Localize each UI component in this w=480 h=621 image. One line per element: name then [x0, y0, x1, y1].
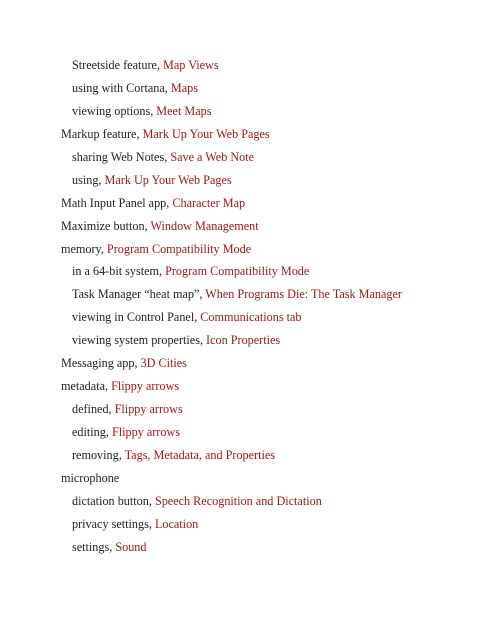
index-term: using with Cortana,	[72, 80, 171, 95]
index-page-link[interactable]: Mark Up Your Web Pages	[104, 172, 232, 187]
index-subentry	[0, 444, 480, 467]
index-entry	[0, 192, 480, 215]
index-page-link[interactable]: 3D Cities	[140, 356, 187, 371]
index-term: Messaging app,	[61, 356, 141, 371]
index-term: Math Input Panel app,	[61, 195, 173, 210]
index-term: viewing options,	[72, 103, 157, 118]
index-term: viewing in Control Panel,	[72, 310, 201, 325]
index-subentry	[0, 536, 480, 559]
index-term: viewing system properties,	[72, 333, 207, 348]
index-page-link[interactable]: Program Compatibility Mode	[165, 264, 310, 279]
index-term: in a 64-bit system,	[72, 264, 166, 279]
index-entry	[0, 467, 480, 490]
index-page-link[interactable]: Icon Properties	[206, 333, 281, 348]
index-subentry	[0, 100, 480, 123]
index-entry	[0, 215, 480, 238]
index-term: Task Manager “heat map”,	[72, 287, 206, 302]
index-subentry	[0, 306, 480, 329]
index-page-link[interactable]: When Programs Die: The Task Manager	[205, 287, 402, 302]
index-term: microphone	[61, 470, 120, 485]
index-page-link[interactable]: Window Management	[150, 218, 259, 233]
index-page-link[interactable]: Flippy arrows	[111, 379, 180, 394]
index-page-link[interactable]: Map Views	[163, 58, 219, 72]
index-subentry	[0, 54, 480, 77]
index-term: memory,	[61, 241, 107, 256]
index-subentry	[0, 260, 480, 283]
index-page-link[interactable]: Maps	[170, 80, 198, 95]
index-term: Markup feature,	[61, 126, 143, 141]
index-subentry	[0, 169, 480, 192]
index-subentry	[0, 329, 480, 352]
index-page-link[interactable]: Communications tab	[200, 310, 302, 325]
index-term: Maximize button,	[61, 218, 151, 233]
index-term: settings,	[72, 539, 116, 554]
index-page-link[interactable]: Sound	[115, 539, 147, 554]
index-subentry	[0, 146, 480, 169]
index-subentry	[0, 398, 480, 421]
index-page-link[interactable]: Character Map	[172, 195, 246, 210]
index-term: Streetside feature,	[72, 58, 164, 72]
index-entry	[0, 123, 480, 146]
index-term: removing,	[72, 447, 125, 462]
index-subentry	[0, 490, 480, 513]
index-subentry	[0, 283, 480, 306]
index-term: defined,	[72, 402, 115, 417]
index-page-link[interactable]: Save a Web Note	[170, 149, 255, 164]
index-page-link[interactable]: Tags, Metadata, and Properties	[124, 447, 276, 462]
index-term: dictation button,	[72, 493, 155, 508]
index-page-link[interactable]: Flippy arrows	[114, 402, 183, 417]
index-list	[0, 54, 480, 559]
index-entry	[0, 352, 480, 375]
index-entry	[0, 238, 480, 261]
index-page-link[interactable]: Flippy arrows	[111, 425, 180, 439]
index-page-link[interactable]: Speech Recognition and Dictation	[154, 493, 322, 508]
index-subentry	[0, 513, 480, 536]
index-term: editing,	[72, 425, 112, 439]
index-page-link[interactable]: Mark Up Your Web Pages	[142, 126, 270, 141]
index-term: privacy settings,	[72, 516, 155, 531]
index-subentry	[0, 77, 480, 100]
index-entry	[0, 375, 480, 398]
index-page-link[interactable]: Program Compatibility Mode	[106, 241, 252, 256]
index-term: using,	[72, 172, 105, 187]
index-page-link[interactable]: Location	[154, 516, 199, 531]
index-subentry	[0, 421, 480, 444]
index-page-link[interactable]: Meet Maps	[156, 103, 212, 118]
index-term: sharing Web Notes,	[72, 149, 171, 164]
index-term: metadata,	[61, 379, 112, 394]
